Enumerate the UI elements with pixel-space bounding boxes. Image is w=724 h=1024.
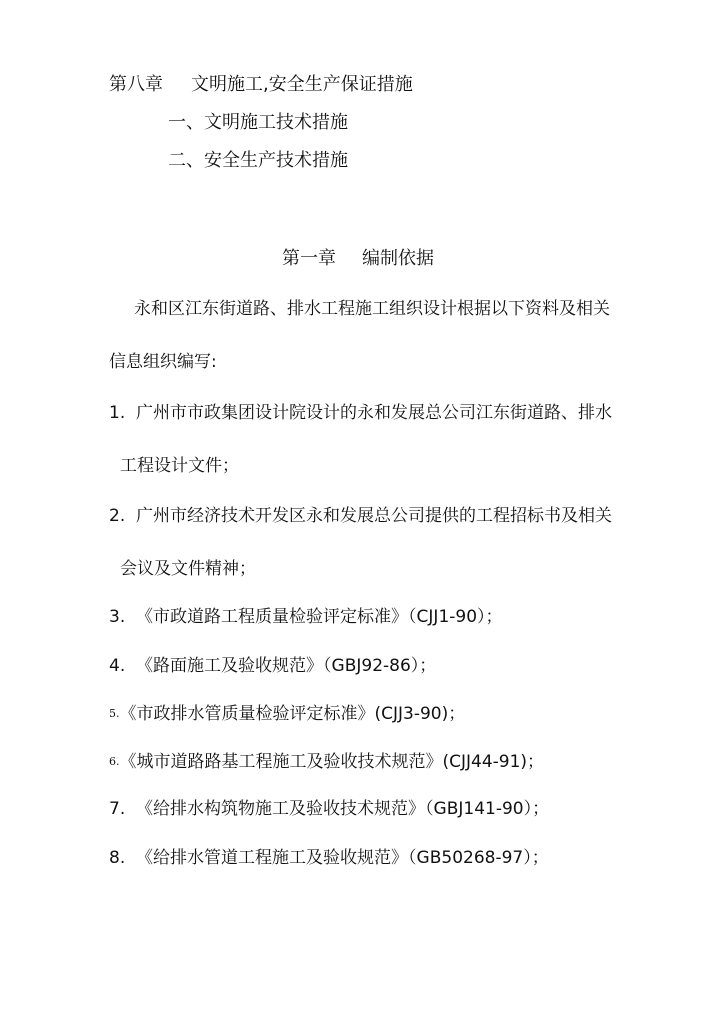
intro-paragraph-line-2: 信息组织编写: [109, 352, 217, 372]
list-item-number: 4. [109, 656, 126, 676]
toc-item-civilized-construction: 一、文明施工技术措施 [168, 112, 348, 133]
list-item-number: 2. [109, 506, 126, 526]
list-item-text: 《市政排水管质量检验评定标准》(CJJ3-90)； [119, 704, 466, 724]
list-item-text: 《城市道路路基工程施工及验收技术规范》(CJJ44-91)； [119, 752, 545, 772]
list-item-1-continuation: 工程设计文件； [120, 456, 239, 476]
list-item-7 [109, 798, 549, 820]
list-item-number: 3. [109, 607, 126, 627]
list-item-2-continuation: 会议及文件精神； [120, 559, 256, 579]
intro-paragraph-line-1: 永和区江东街道路、排水工程施工组织设计根据以下资料及相关 [134, 299, 610, 319]
list-item-text: 《给排水管道工程施工及验收规范》（GB50268-97）； [136, 848, 549, 868]
chapter-heading [282, 248, 434, 270]
list-item-6 [109, 751, 544, 773]
list-item-text: 《路面施工及验收规范》（GBJ92-86）； [136, 656, 437, 676]
list-item-8 [109, 847, 549, 869]
list-item-2 [109, 505, 612, 527]
chapter-number: 第一章 [282, 248, 336, 269]
list-item-number: 6. [109, 755, 120, 768]
toc-chapter-number: 第八章 [109, 74, 163, 95]
toc-chapter-title: 文明施工,安全生产保证措施 [191, 74, 413, 95]
list-item-number: 1. [109, 403, 126, 423]
list-item-1 [109, 402, 612, 424]
list-item-number: 5. [109, 707, 120, 720]
list-item-text: 广州市经济技术开发区永和发展总公司提供的工程招标书及相关 [136, 506, 613, 526]
toc-item-safety-production: 二、安全生产技术措施 [168, 150, 348, 171]
list-item-5 [109, 703, 465, 725]
list-item-text: 《给排水构筑物施工及验收技术规范》（GBJ141-90）； [136, 799, 550, 819]
list-item-text: 《市政道路工程质量检验评定标准》（CJJ1-90）； [136, 607, 503, 627]
list-item-3 [109, 606, 503, 628]
toc-chapter-line [109, 74, 413, 96]
list-item-4 [109, 655, 436, 677]
list-item-number: 8. [109, 848, 126, 868]
list-item-text: 广州市市政集团设计院设计的永和发展总公司江东街道路、排水 [136, 403, 613, 423]
list-item-number: 7. [109, 799, 126, 819]
chapter-title: 编制依据 [362, 248, 434, 269]
